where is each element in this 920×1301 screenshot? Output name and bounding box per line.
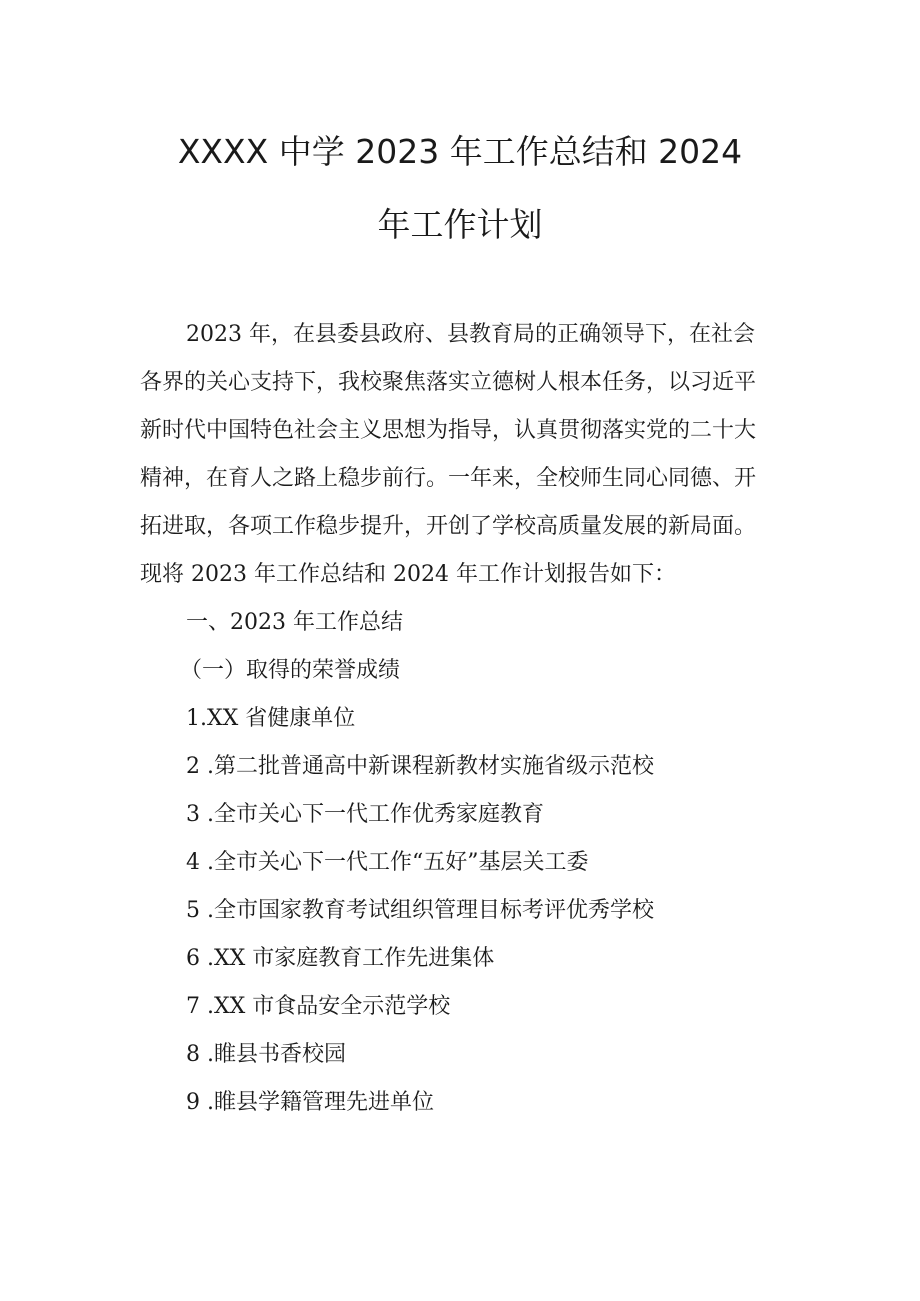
intro-paragraph-line: 2023 年，在县委县政府、县教育局的正确领导下，在社会 (186, 322, 755, 347)
honor-list-item: 7 .XX 市食品安全示范学校 (186, 994, 451, 1019)
honor-list-item: 8 .睢县书香校园 (186, 1042, 346, 1067)
subsection-heading: （一）取得的荣誉成绩 (180, 658, 401, 683)
honor-list-item: 6 .XX 市家庭教育工作先进集体 (186, 946, 495, 971)
honor-list-item: 2 .第二批普通高中新课程新教材实施省级示范校 (186, 754, 654, 779)
intro-paragraph-line: 拓进取，各项工作稳步提升，开创了学校高质量发展的新局面。 (140, 514, 757, 539)
document-title-line-1: XXXX 中学 2023 年工作总结和 2024 (177, 132, 743, 171)
honor-list-item: 9 .睢县学籍管理先进单位 (186, 1090, 434, 1115)
section-heading: 一、2023 年工作总结 (186, 610, 403, 635)
intro-paragraph-line: 精神，在育人之路上稳步前行。一年来，全校师生同心同德、开 (140, 466, 757, 491)
honor-list-item: 3 .全市关心下一代工作优秀家庭教育 (186, 802, 544, 827)
honor-list-item: 5 .全市国家教育考试组织管理目标考评优秀学校 (186, 898, 654, 923)
intro-paragraph-line: 新时代中国特色社会主义思想为指导，认真贯彻落实党的二十大 (140, 418, 757, 443)
intro-paragraph-line: 现将 2023 年工作总结和 2024 年工作计划报告如下： (140, 562, 676, 587)
intro-paragraph-line: 各界的关心支持下，我校聚焦落实立德树人根本任务，以习近平 (140, 370, 757, 395)
honor-list-item: 4 .全市关心下一代工作“五好”基层关工委 (186, 850, 589, 875)
honor-list-item: 1.XX 省健康单位 (186, 706, 356, 731)
document-title-line-2: 年工作计划 (377, 205, 543, 244)
